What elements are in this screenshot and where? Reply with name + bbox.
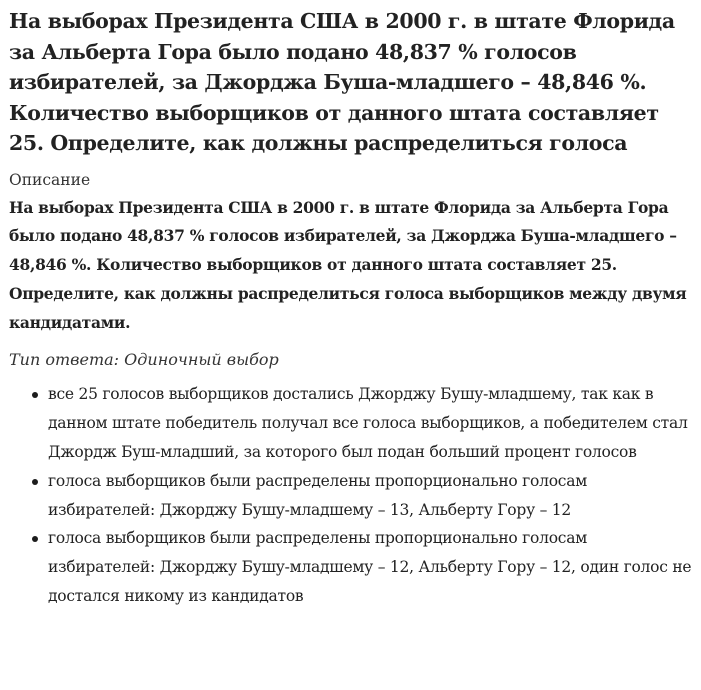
answer-option-text: голоса выборщиков были распределены пропорционально голосам избирателей: Джорджу Бушу-младшему – 13, Альберту Гору – 12 bbox=[48, 471, 588, 519]
question-page bbox=[9, 6, 695, 611]
answer-type-label: Тип ответа: bbox=[9, 350, 120, 370]
bullet-icon bbox=[32, 479, 38, 485]
answer-option-text: все 25 голосов выборщиков достались Джорджу Бушу-младшему, так как в данном штате победитель получал все голоса выборщиков, а победителем стал Джордж Буш-младший, за которого был подан больший процент голосов bbox=[48, 385, 688, 462]
answer-option-3[interactable] bbox=[9, 524, 695, 610]
question-description: На выборах Президента США в 2000 г. в штате Флорида за Альберта Гора было подано 48,837 % голосов избирателей, за Джорджа Буша-младшего – 48,846 %. Количество выборщиков от данного штата составляет 25. Определите, как должны распределиться голоса выборщиков между двумя кандидатами. bbox=[9, 197, 687, 332]
bullet-icon bbox=[32, 392, 38, 398]
answer-type bbox=[9, 348, 695, 372]
answer-options-list bbox=[9, 380, 695, 610]
answer-option-text: голоса выборщиков были распределены пропорционально голосам избирателей: Джорджу Бушу-младшему – 12, Альберту Гору – 12, один голос не достался никому из кандидатов bbox=[48, 529, 692, 606]
description-label: Описание bbox=[9, 170, 91, 189]
answer-option-2[interactable] bbox=[9, 467, 695, 525]
question-title: На выборах Президента США в 2000 г. в штате Флорида за Альберта Гора было подано 48,837 % голосов избирателей, за Джорджа Буша-младшего – 48,846 %. Количество выборщиков от данного штата составляет 25. Определите, как должны распределиться голоса bbox=[9, 9, 675, 155]
answer-type-value: Одиночный выбор bbox=[124, 350, 279, 370]
bullet-icon bbox=[32, 536, 38, 542]
answer-option-1[interactable] bbox=[9, 380, 695, 466]
